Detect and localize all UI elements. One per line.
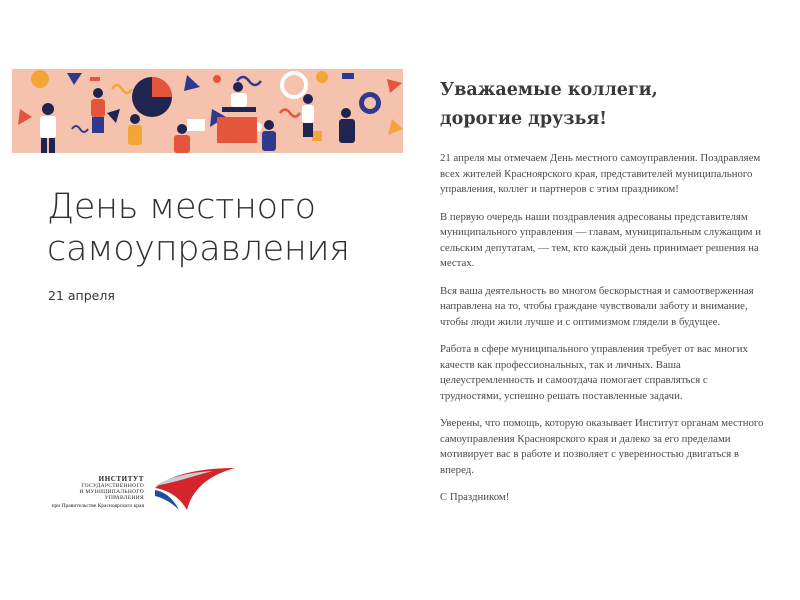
logo-line-1: ИНСТИТУТ (98, 475, 144, 483)
institute-logo (50, 466, 240, 512)
logo-text (34, 475, 144, 509)
logo-line-2: ГОСУДАРСТВЕННОГО (81, 483, 144, 489)
festive-banner (12, 69, 403, 153)
logo-line-5: при Правительстве Красноярского края (51, 503, 144, 509)
letter-paragraph: 21 апреля мы отмечаем День местного самоуправления. Поздравляем всех жителей Красноярского края, представителей муниципального управления, коллег и партнеров с этим праздником! (440, 152, 761, 195)
festive-people-illustration (12, 69, 403, 153)
greeting-line2: дорогие друзья! (440, 109, 607, 129)
greeting-line1: Уважаемые коллеги, (440, 80, 658, 100)
congratulation-letter (440, 76, 770, 518)
letter-paragraph: Уверены, что помощь, которую оказывает Институт органам местного самоуправления Красноярского края и далеко за его пределами мотивирует вас в работе и позволяет с уверенностью двигаться в вперед. (440, 417, 764, 476)
event-title (47, 186, 407, 270)
event-title-line2: самоуправления (47, 229, 350, 269)
event-date: 21 апреля (48, 288, 115, 303)
letter-paragraph: В первую очередь наши поздравления адресованы представителям муниципального управления — главам, муниципальным служащим и сельским депутатам, — тем, кто каждый день принимает решения на местах. (440, 210, 761, 269)
logo-line-4: УПРАВЛЕНИЯ (104, 495, 144, 501)
greeting-heading (440, 76, 770, 134)
logo-line-3: И МУНИЦИПАЛЬНОГО (79, 489, 144, 495)
tricolor-swoosh-icon (153, 466, 237, 512)
letter-paragraph: Работа в сфере муниципального управления требует от вас многих качеств как профессиональных, так и личных. Ваша целеустремленность и самоотдача помогает справляться с трудностями, успешно решать поставленные задачи. (440, 343, 748, 402)
letter-paragraph: Вся ваша деятельность во многом бескорыстная и самоотверженная направлена на то, чтобы граждане чувствовали заботу и внимание, чтобы люди жили лучше и с оптимизмом глядели в будущее. (440, 284, 754, 328)
event-title-line1: День местного (47, 187, 316, 227)
letter-closing: С Праздником! (440, 491, 510, 503)
